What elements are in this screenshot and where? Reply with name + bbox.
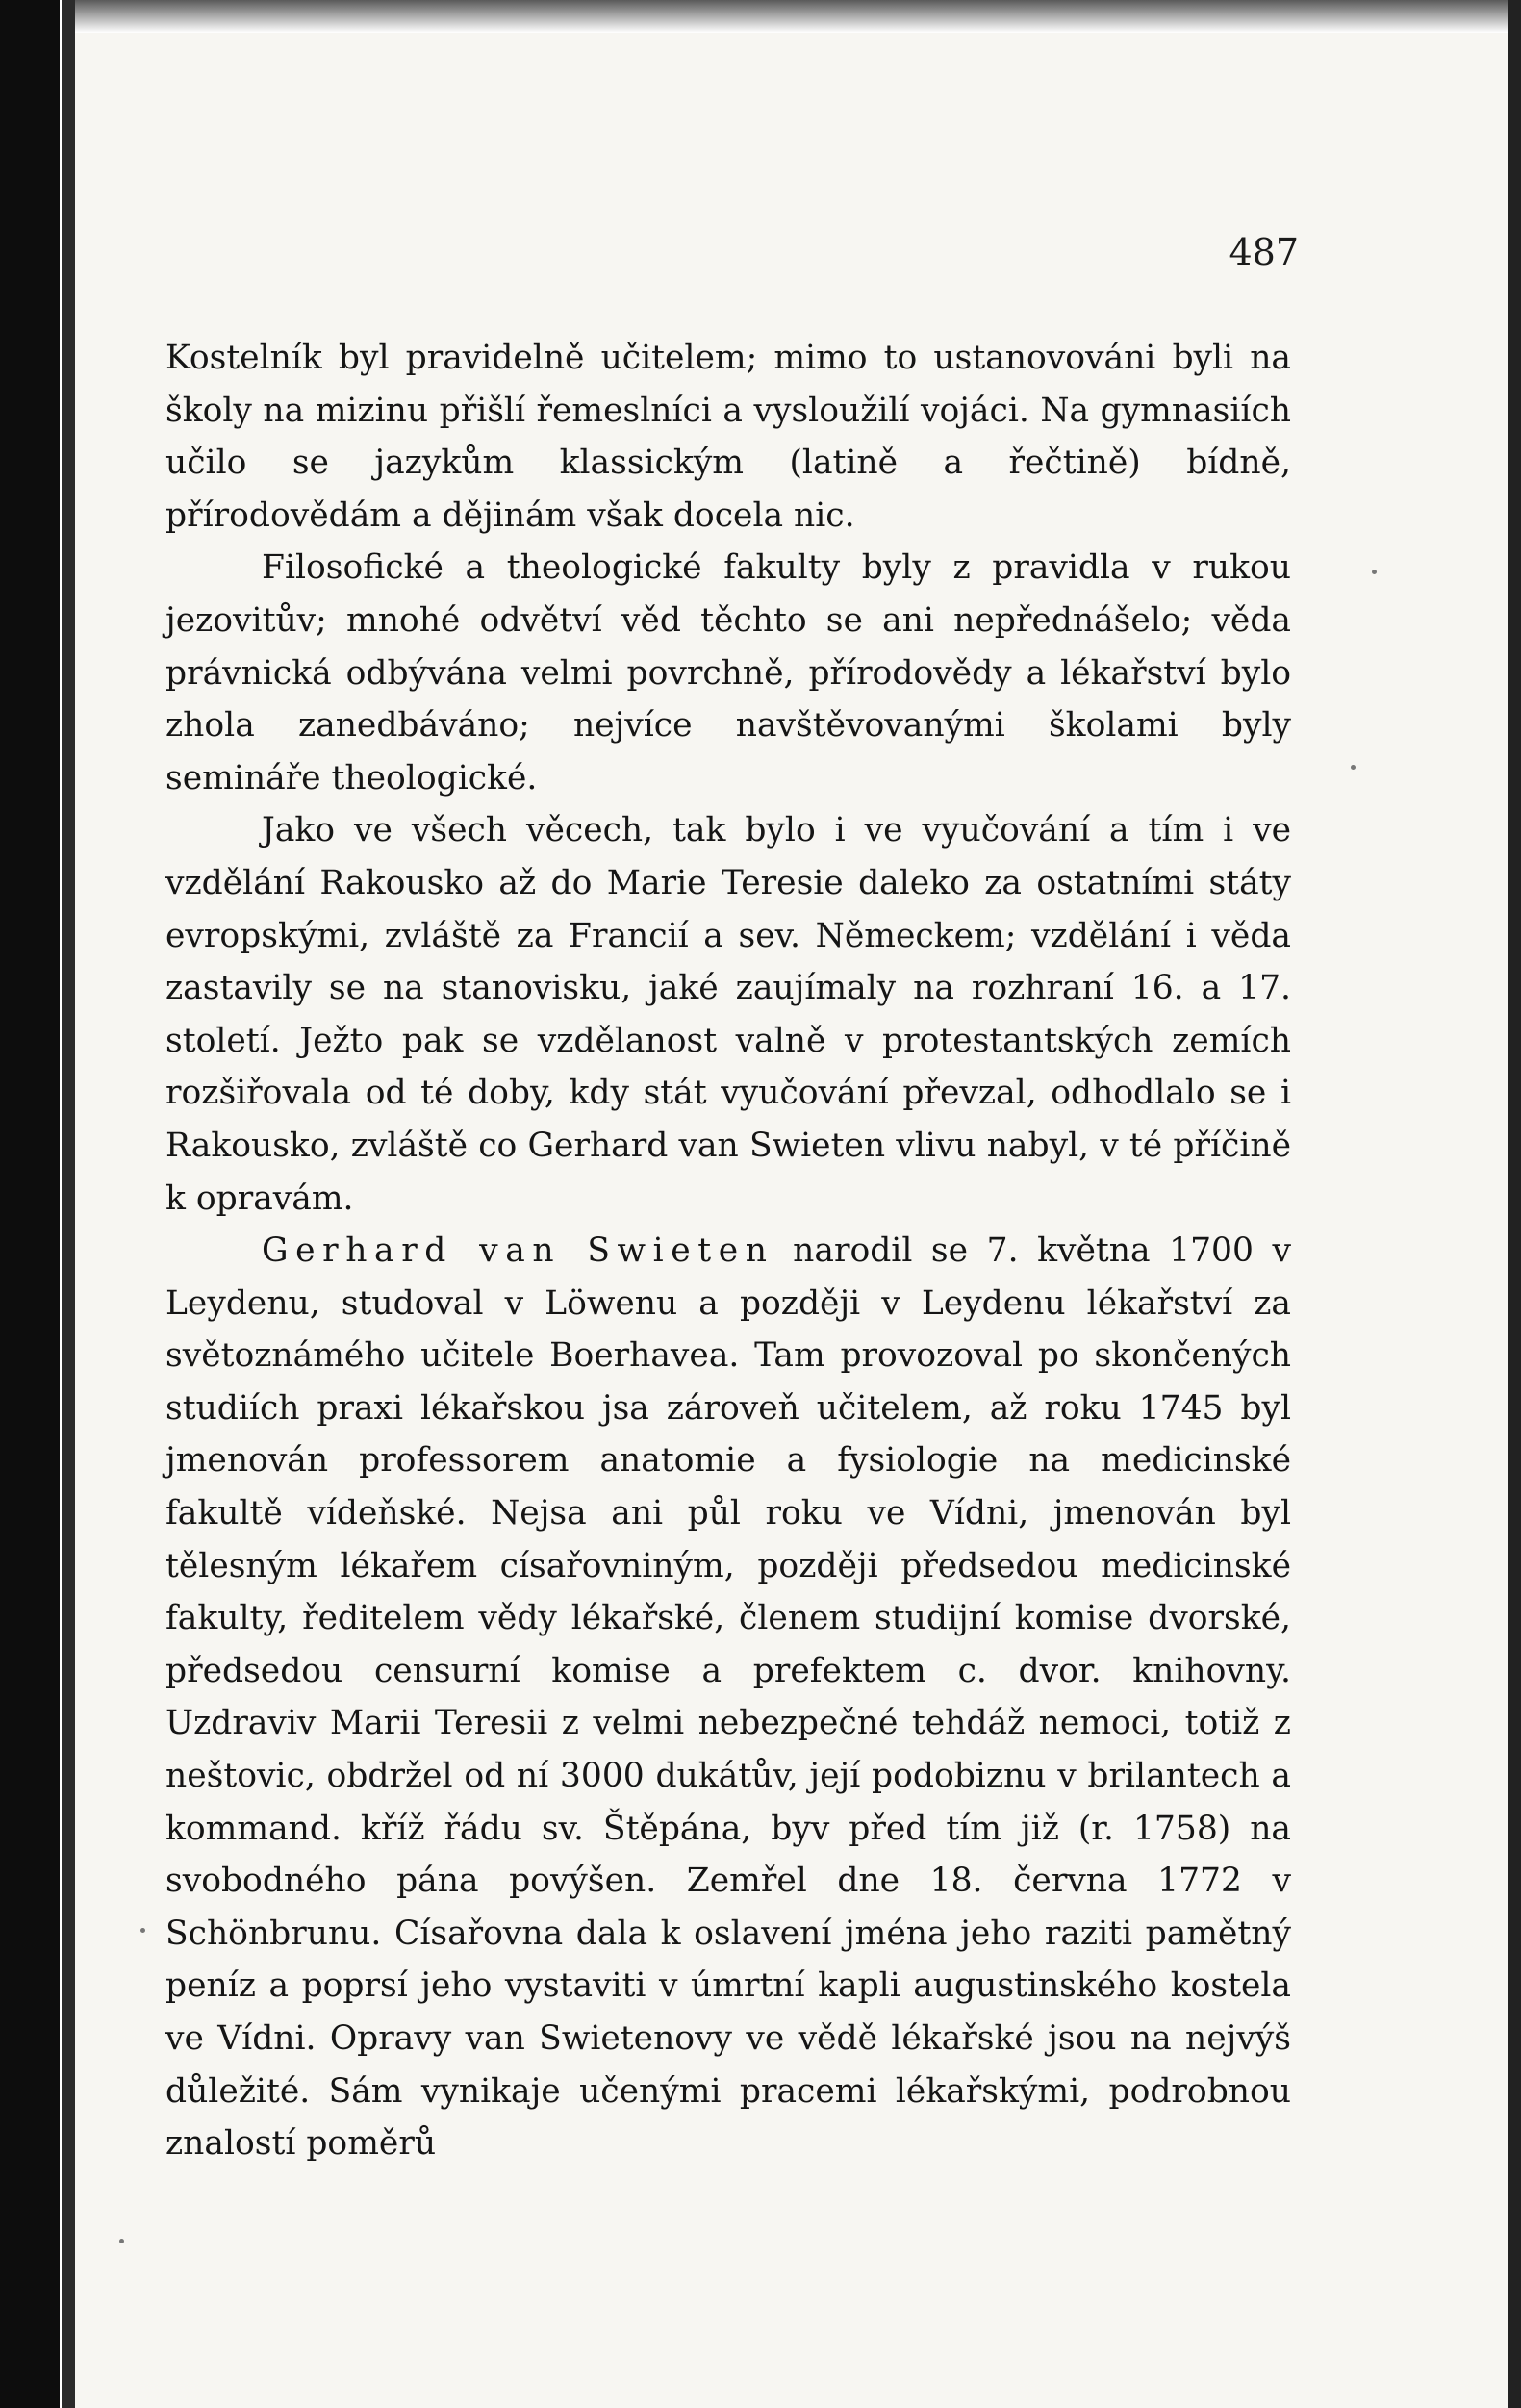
previous-page-edge	[62, 0, 75, 2408]
scan-speck	[1372, 570, 1377, 574]
person-name-spaced: Gerhard van Swieten	[262, 1231, 774, 1271]
page-number: 487	[1229, 231, 1299, 273]
paragraph-1: Kostelník byl pravidelně učitelem; mimo to ustanovováni byli na školy na mizinu přišlí řemeslníci a vysloužilí vojáci. Na gymnasiích učilo se jazykům klassickým (latině a řečtině) bídně, přírodovědám a dějinám však docela nic.	[165, 339, 1291, 535]
book-binding-shadow	[0, 0, 60, 2408]
paragraph-3: Jako ve všech věcech, tak bylo i ve vyučování a tím i ve vzdělání Rakousko až do Marie Teresie daleko za ostatními státy evropskými, zvláště za Francií a sev. Německem; vzdělání i věda zastavily se na stanovisku, jaké zaujímaly na rozhraní 16. a 17. století. Ježto pak se vzdělanost valně v protestantských zemích rozšiřovala od té doby, kdy stát vyučování převzal, odhodlalo se i Rakousko, zvláště co Gerhard van Swieten vlivu nabyl, v té příčině k opravám.	[165, 811, 1291, 1218]
scan-speck	[119, 2239, 124, 2243]
scan-speck	[1351, 765, 1356, 770]
scan-speck	[140, 1928, 145, 1933]
paragraph-2: Filosofické a theologické fakulty byly z pravidla v rukou jezovitův; mnohé odvětví věd těchto se ani nepřednášelo; věda právnická odbývána velmi povrchně, přírodovědy a lékařství bylo zhola zanedbáváno; nejvíce navštěvovanými školami byly semináře theologické.	[165, 548, 1291, 798]
body-text	[165, 332, 1291, 2170]
top-scan-shadow	[75, 0, 1508, 33]
paragraph-4	[165, 1225, 1291, 2170]
right-scan-edge	[1508, 0, 1521, 2408]
paragraph-4-text: narodil se 7. května 1700 v Leydenu, studoval v Löwenu a později v Leydenu lékařství za světoznámého učitele Boerhavea. Tam provozoval po skončených studiích praxi lékařskou jsa zároveň učitelem, až roku 1745 byl jmenován professorem anatomie a fysiologie na medicinské fakultě vídeňské. Nejsa ani půl roku ve Vídni, jmenován byl tělesným lékařem císařovniným, později předsedou medicinské fakulty, ředitelem vědy lékařské, členem studijní komise dvorské, předsedou censurní komise a prefektem c. dvor. knihovny. Uzdraviv Marii Teresii z velmi nebezpečné tehdáž nemoci, totiž z neštovic, obdržel od ní 3000 dukátův, její podobiznu v brilantech a kommand. kříž řádu sv. Štěpána, byv před tím již (r. 1758) na svobodného pána povýšen. Zemřel dne 18. června 1772 v Schönbrunu. Císařovna dala k oslavení jména jeho raziti pamětný peníz a poprsí jeho vystaviti v úmrtní kapli augustinského kostela ve Vídni. Opravy van Swietenovy ve vědě lékařské jsou na nejvýš důležité. Sám vynikaje učenými pracemi lékařskými, podrobnou znalostí poměrů	[165, 1231, 1292, 2164]
